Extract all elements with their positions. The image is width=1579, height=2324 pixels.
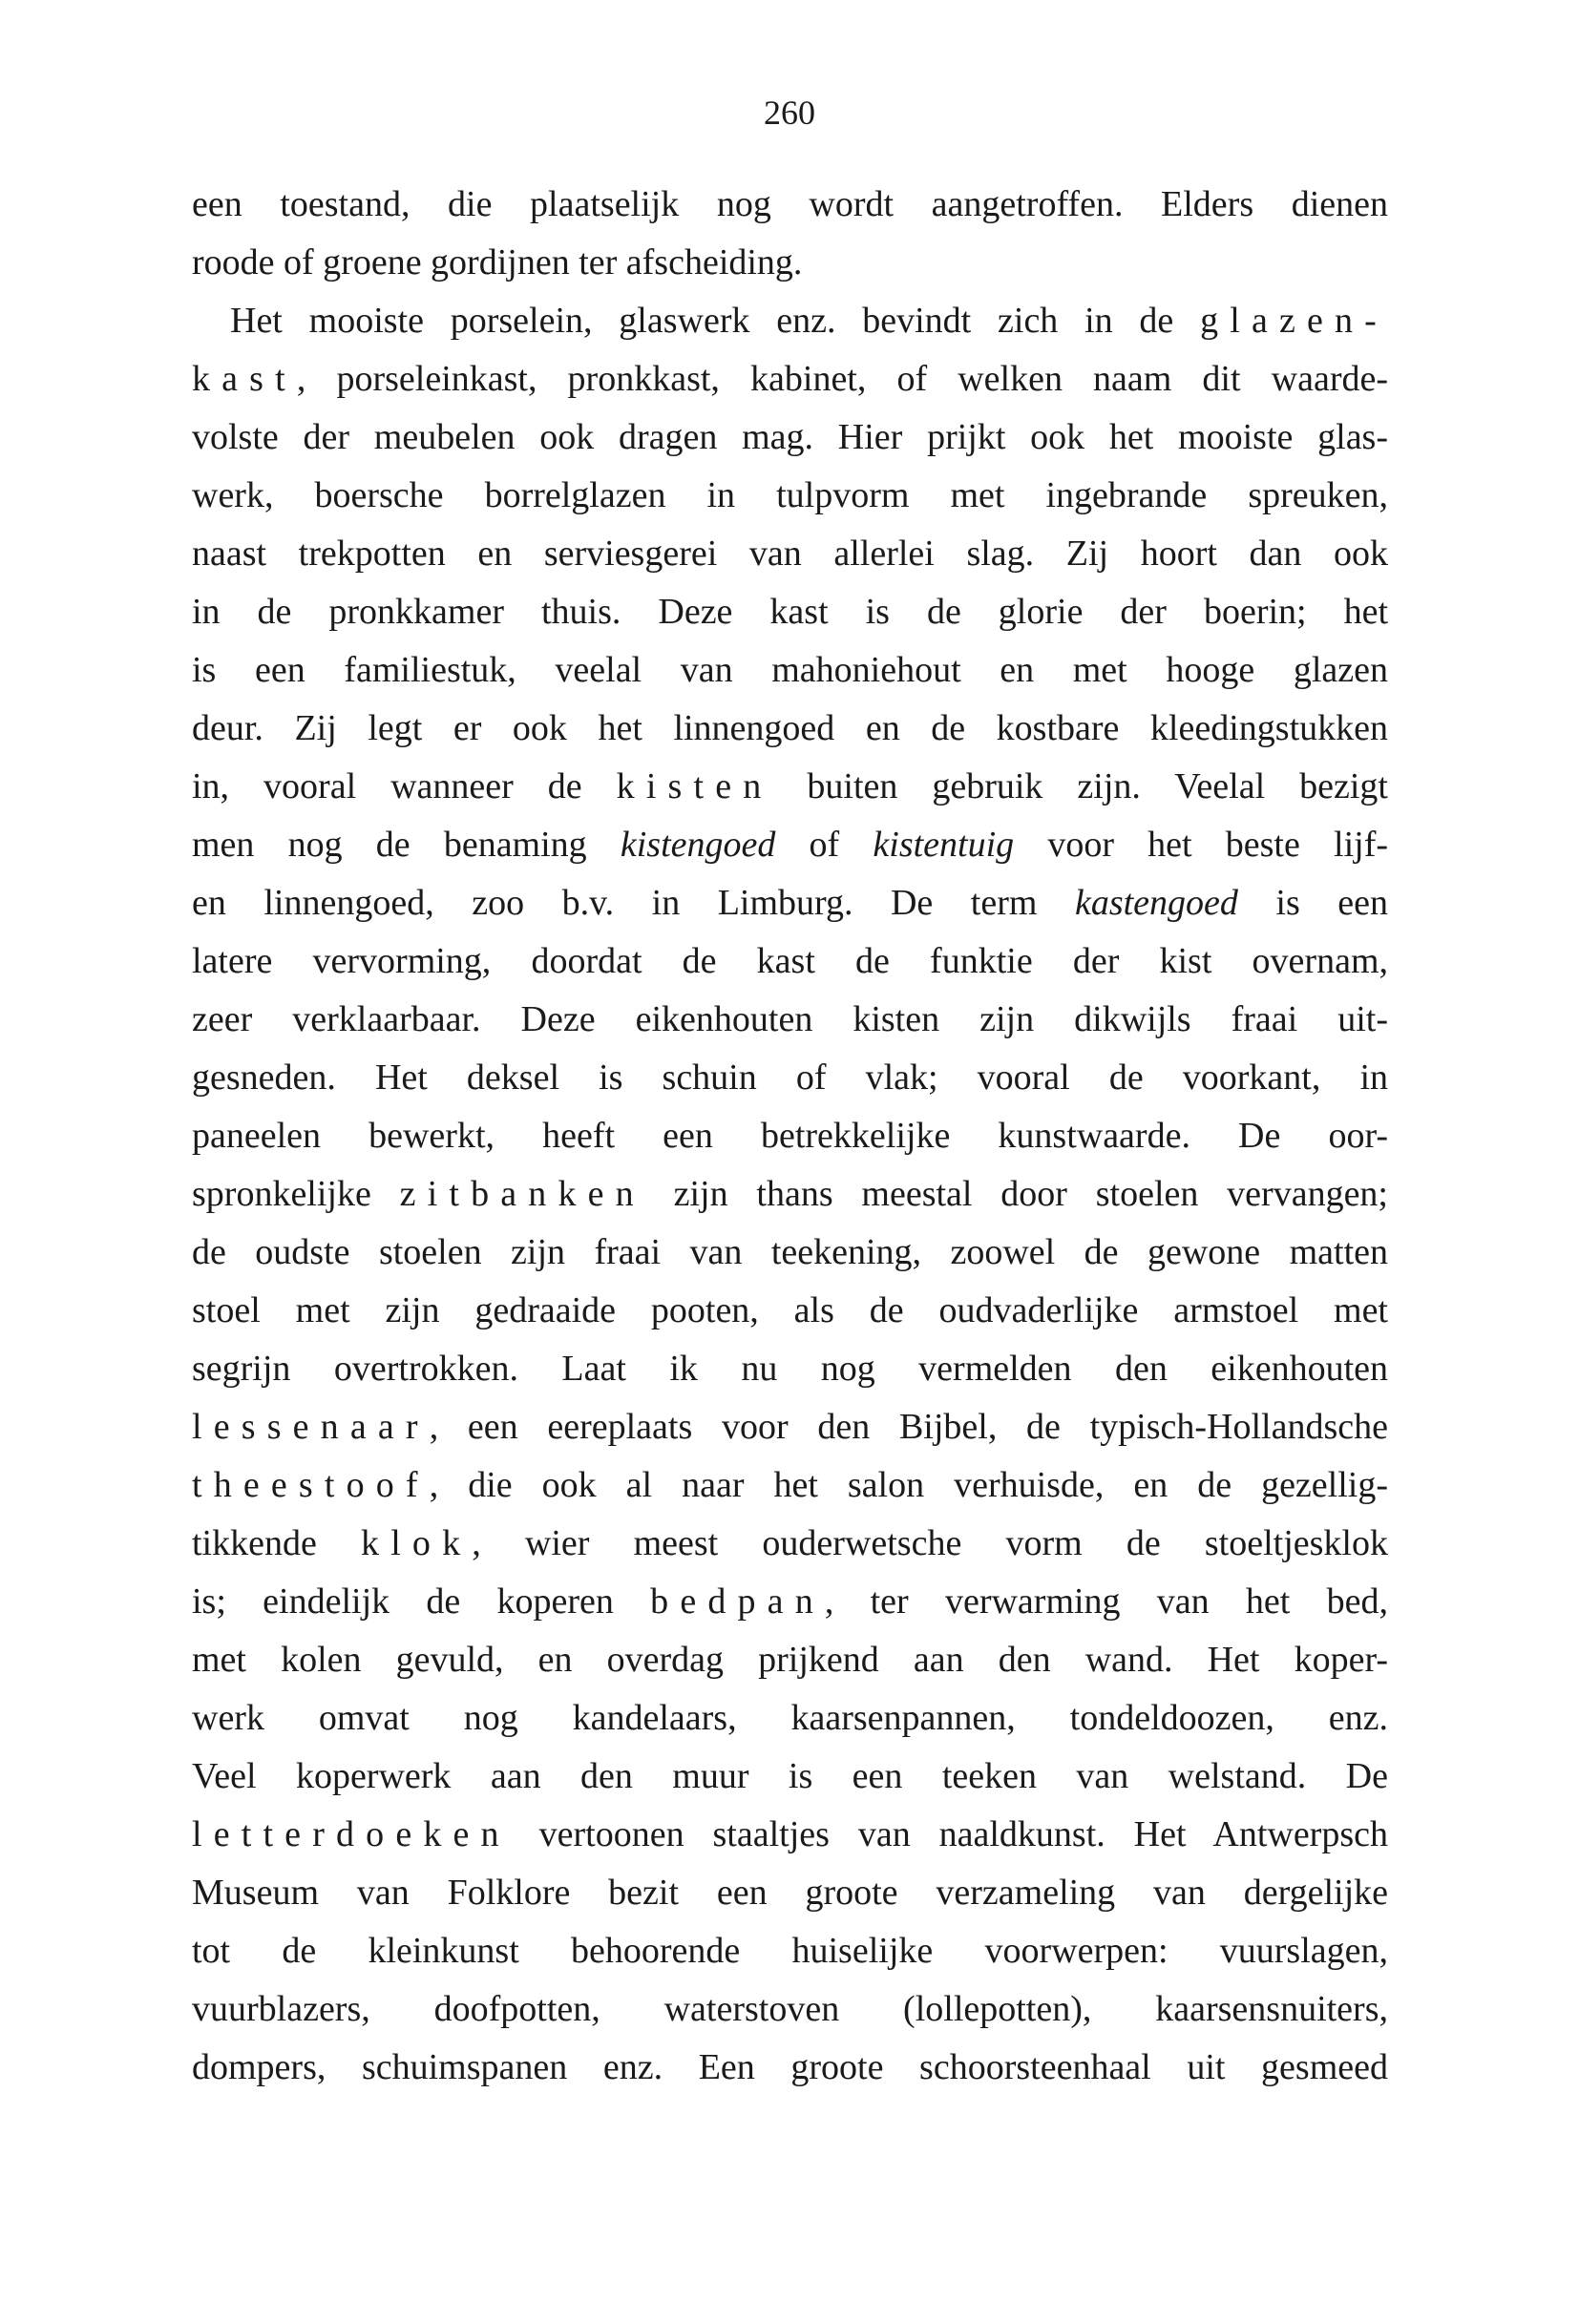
text-line bbox=[192, 350, 1388, 408]
spaced-term: zitbanken bbox=[399, 1174, 645, 1214]
text-run: latere vervorming, doordat de kast de funktie der kist overnam, bbox=[192, 941, 1388, 981]
text-run: Het mooiste porselein, glaswerk enz. bevindt zich in de bbox=[230, 301, 1201, 341]
text-run: is; eindelijk de koperen bbox=[192, 1581, 651, 1622]
text-line bbox=[192, 700, 1388, 758]
text-run: vertoonen staaltjes van naaldkunst. Het Antwerpsch bbox=[510, 1814, 1388, 1854]
text-line bbox=[192, 1282, 1388, 1340]
page-number: 260 bbox=[764, 94, 815, 132]
text-run: een toestand, die plaatselijk nog wordt aangetroffen. Elders dienen bbox=[192, 184, 1388, 224]
spaced-term: klok bbox=[361, 1523, 473, 1563]
text-run: , die ook al naar het salon verhuisde, en de gezellig- bbox=[429, 1465, 1388, 1505]
text-line bbox=[192, 1922, 1388, 1980]
text-run: naast trekpotten en serviesgerei van allerlei slag. Zij hoort dan ook bbox=[192, 534, 1388, 574]
text-run: Museum van Folklore bezit een groote verzameling van dergelijke bbox=[192, 1873, 1388, 1913]
spaced-term: lessenaar bbox=[192, 1407, 430, 1447]
text-line bbox=[192, 1398, 1388, 1456]
text-run: zeer verklaarbaar. Deze eikenhouten kisten zijn dikwijls fraai uit- bbox=[192, 999, 1388, 1039]
spaced-term: letterdoeken bbox=[192, 1814, 511, 1854]
text-line bbox=[192, 1980, 1388, 2039]
text-run: volste der meubelen ook dragen mag. Hier prijkt ook het mooiste glas- bbox=[192, 417, 1388, 457]
text-run: is een bbox=[1237, 883, 1388, 923]
text-line bbox=[192, 1573, 1388, 1631]
spaced-term: glazen- bbox=[1200, 301, 1388, 341]
text-run: in de pronkkamer thuis. Deze kast is de glorie der boerin; het bbox=[192, 592, 1388, 632]
spaced-term: bedpan bbox=[650, 1581, 825, 1622]
text-line bbox=[192, 758, 1388, 816]
text-line bbox=[192, 991, 1388, 1049]
text-run: men nog de benaming bbox=[192, 825, 621, 865]
text-run: , porseleinkast, pronkkast, kabinet, of welken naam dit waarde- bbox=[296, 359, 1388, 399]
text-run: , ter verwarming van het bed, bbox=[824, 1581, 1388, 1622]
text-run: Veel koperwerk aan den muur is een teeken van welstand. De bbox=[192, 1756, 1388, 1796]
text-line bbox=[192, 234, 1388, 292]
text-run: de oudste stoelen zijn fraai van teekening, zoowel de gewone matten bbox=[192, 1232, 1388, 1272]
text-run: buiten gebruik zijn. Veelal bezigt bbox=[772, 766, 1388, 806]
text-line bbox=[192, 1864, 1388, 1922]
text-run: in, vooral wanneer de bbox=[192, 766, 617, 806]
text-run: vuurblazers, doofpotten, waterstoven (lollepotten), kaarsensnuiters, bbox=[192, 1989, 1388, 2029]
text-run: tot de kleinkunst behoorende huiselijke voorwerpen: vuurslagen, bbox=[192, 1931, 1388, 1971]
italic-term: kastengoed bbox=[1074, 883, 1238, 923]
text-line bbox=[192, 583, 1388, 641]
text-run: roode of groene gordijnen ter afscheiding. bbox=[192, 242, 803, 283]
text-line bbox=[192, 408, 1388, 467]
text-line bbox=[192, 816, 1388, 874]
text-run: dompers, schuimspanen enz. Een groote schoorsteenhaal uit gesmeed bbox=[192, 2047, 1388, 2087]
text-run: spronkelijke bbox=[192, 1174, 400, 1214]
text-line bbox=[192, 1456, 1388, 1515]
text-line bbox=[192, 932, 1388, 991]
text-line bbox=[192, 1748, 1388, 1806]
body-text bbox=[192, 176, 1388, 2097]
text-run: paneelen bewerkt, heeft een betrekkelijke kunstwaarde. De oor- bbox=[192, 1116, 1388, 1156]
text-run: segrijn overtrokken. Laat ik nu nog vermelden den eikenhouten bbox=[192, 1349, 1388, 1389]
text-run: tikkende bbox=[192, 1523, 362, 1563]
text-run: is een familiestuk, veelal van mahoniehout en met hooge glazen bbox=[192, 650, 1388, 690]
text-run: werk, boersche borrelglazen in tulpvorm met ingebrande spreuken, bbox=[192, 475, 1388, 515]
text-line bbox=[192, 1340, 1388, 1398]
text-line bbox=[192, 292, 1388, 350]
text-run: gesneden. Het deksel is schuin of vlak; vooral de voorkant, in bbox=[192, 1057, 1388, 1098]
text-run: en linnengoed, zoo b.v. in Limburg. De term bbox=[192, 883, 1075, 923]
italic-term: kistentuig bbox=[873, 825, 1015, 865]
text-run: werk omvat nog kandelaars, kaarsenpannen, tondeldoozen, enz. bbox=[192, 1698, 1388, 1738]
text-line bbox=[192, 641, 1388, 700]
spaced-term: kast bbox=[192, 359, 297, 399]
text-run: , wier meest ouderwetsche vorm de stoeltjesklok bbox=[472, 1523, 1388, 1563]
text-line bbox=[192, 1631, 1388, 1689]
text-line bbox=[192, 1806, 1388, 1864]
text-run: met kolen gevuld, en overdag prijkend aan den wand. Het koper- bbox=[192, 1640, 1388, 1680]
text-run: stoel met zijn gedraaide pooten, als de oudvaderlijke armstoel met bbox=[192, 1290, 1388, 1330]
text-run: , een eereplaats voor den Bijbel, de typisch-Hollandsche bbox=[429, 1407, 1388, 1447]
text-line bbox=[192, 1165, 1388, 1224]
text-run: deur. Zij legt er ook het linnengoed en de kostbare kleedingstukken bbox=[192, 708, 1388, 748]
text-line bbox=[192, 1689, 1388, 1748]
text-run: of bbox=[775, 825, 874, 865]
text-line bbox=[192, 874, 1388, 932]
spaced-term: kisten bbox=[616, 766, 773, 806]
text-line bbox=[192, 1049, 1388, 1107]
text-line bbox=[192, 525, 1388, 583]
text-line bbox=[192, 176, 1388, 234]
text-line bbox=[192, 1515, 1388, 1573]
text-line bbox=[192, 2039, 1388, 2097]
spaced-term: theestoof bbox=[192, 1465, 430, 1505]
text-line bbox=[192, 1224, 1388, 1282]
italic-term: kistengoed bbox=[620, 825, 776, 865]
text-line bbox=[192, 1107, 1388, 1165]
text-line bbox=[192, 467, 1388, 525]
text-run: voor het beste lijf- bbox=[1014, 825, 1389, 865]
text-run: zijn thans meestal door stoelen vervangen; bbox=[644, 1174, 1388, 1214]
